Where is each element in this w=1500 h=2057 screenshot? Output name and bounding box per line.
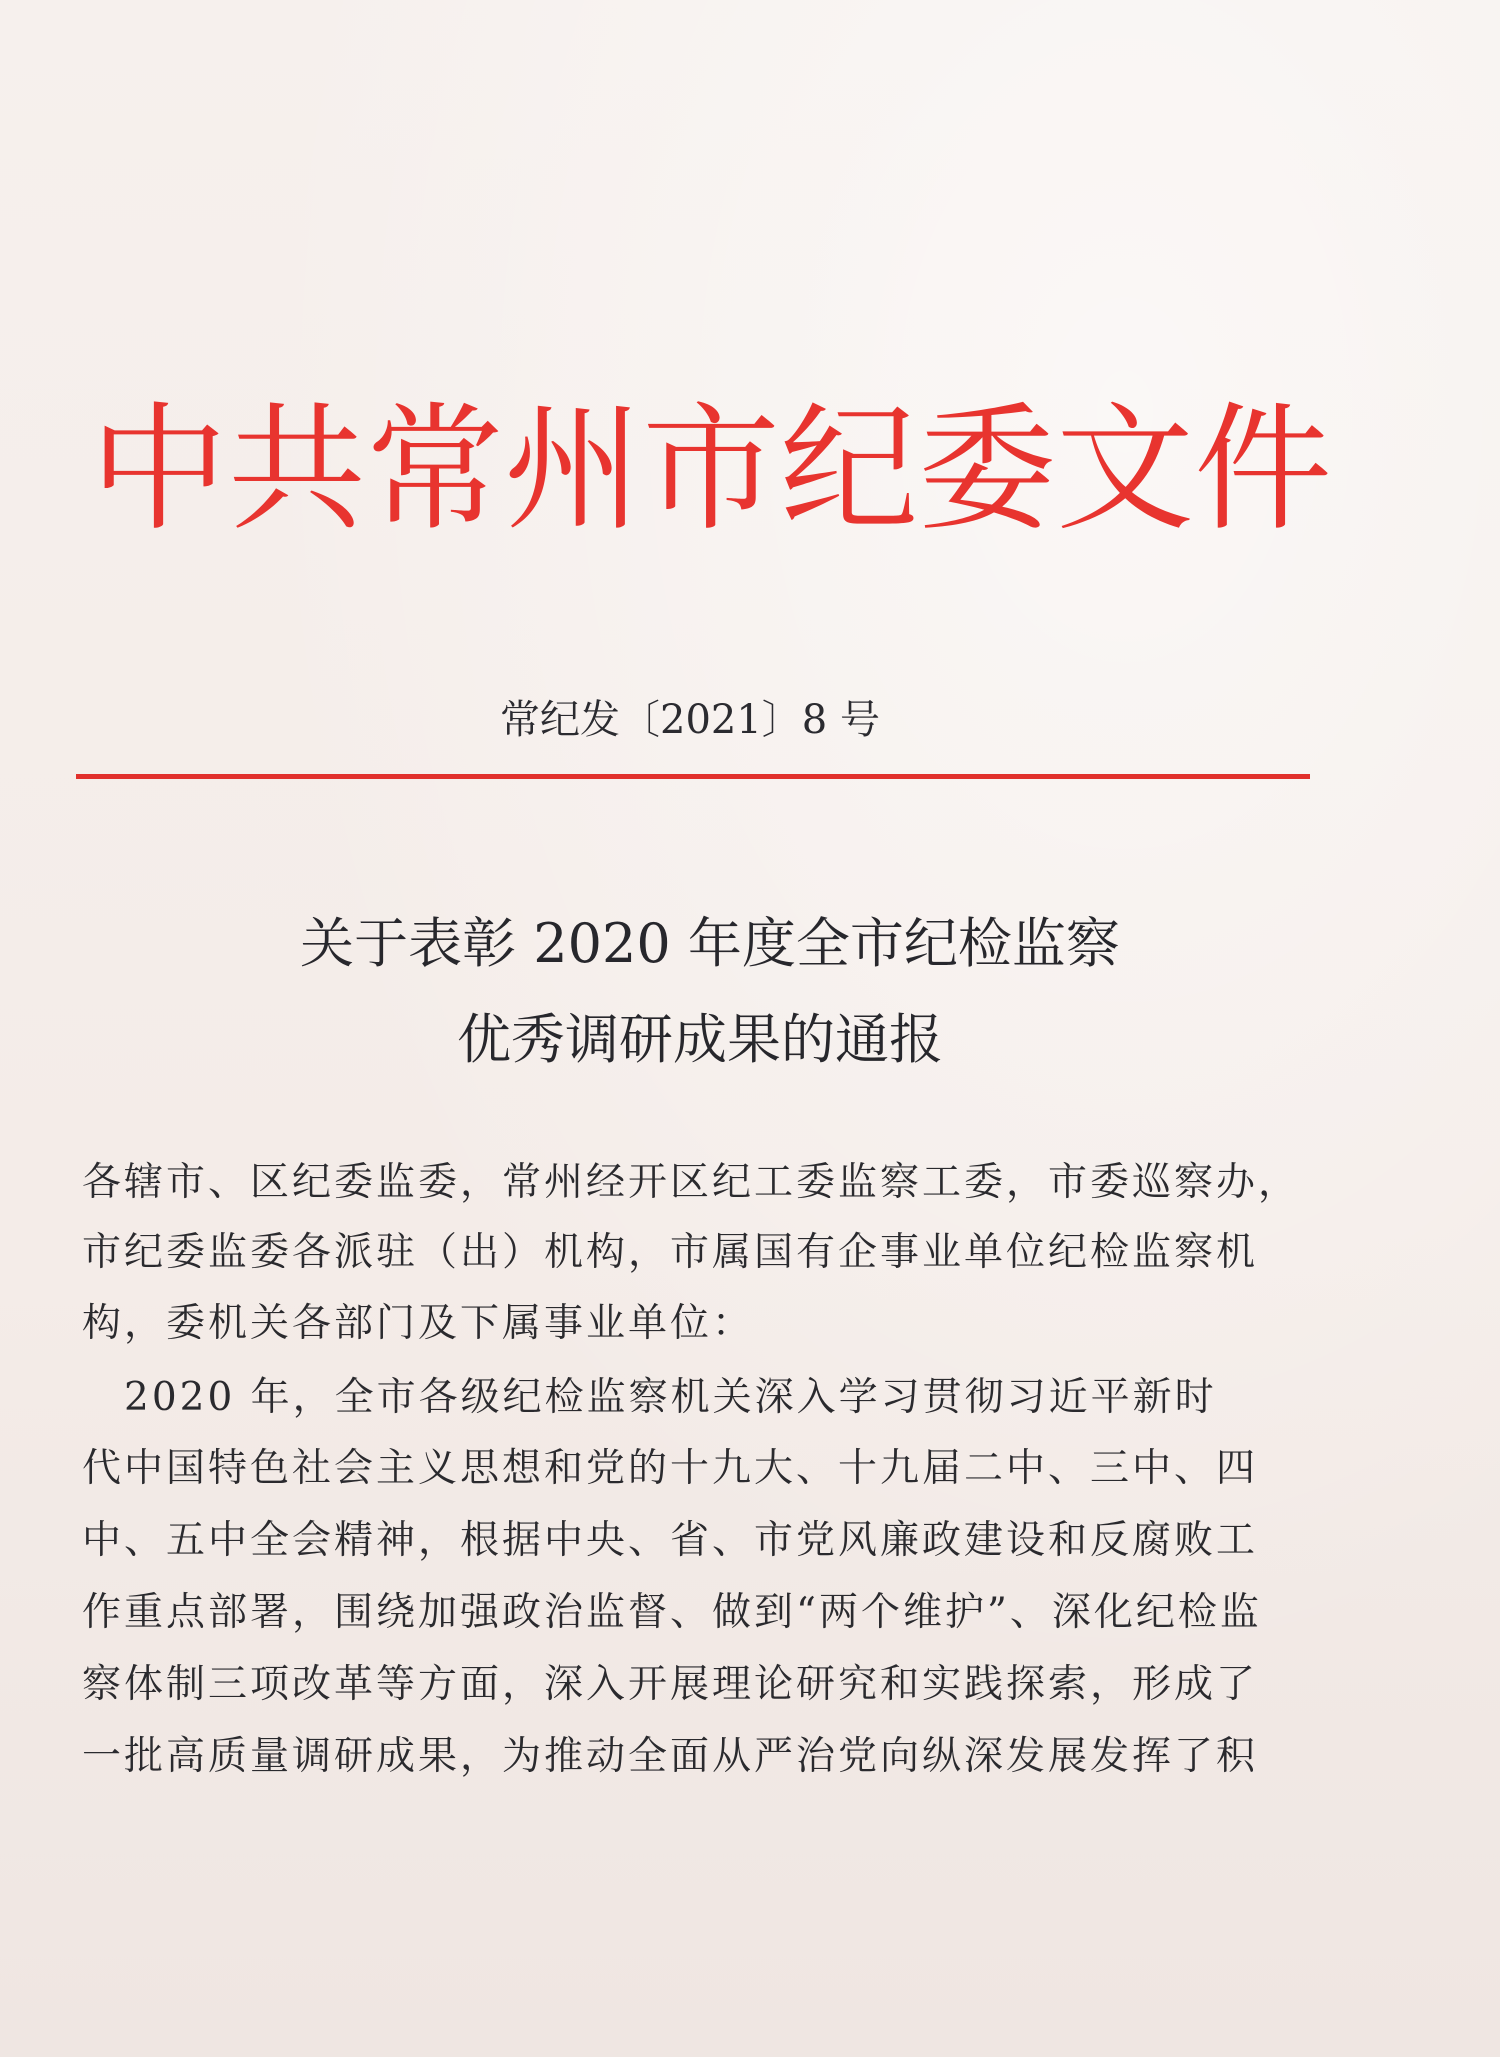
notice-title-line-1: 关于表彰 2020 年度全市纪检监察	[300, 912, 1120, 975]
body-line: 作重点部署，围绕加强政治监督、做到“两个维护”、深化纪检监	[82, 1590, 1262, 1635]
red-divider-line	[76, 774, 1310, 779]
body-line: 一批高质量调研成果，为推动全面从严治党向纵深发展发挥了积	[82, 1734, 1259, 1779]
body-line: 代中国特色社会主义思想和党的十九大、十九届二中、三中、四	[82, 1446, 1259, 1491]
body-line: 2020 年，全市各级纪检监察机关深入学习贯彻习近平新时	[82, 1375, 1217, 1420]
document-header-title: 中共常州市纪委文件	[90, 389, 1333, 550]
body-line: 各辖市、区纪委监委，常州经开区纪工委监察工委，市委巡察办，	[82, 1160, 1301, 1205]
document-number: 常纪发〔2021〕8 号	[500, 697, 880, 743]
body-line: 市纪委监委各派驻（出）机构，市属国有企事业单位纪检监察机	[82, 1230, 1259, 1275]
body-line: 构，委机关各部门及下属事业单位：	[82, 1301, 755, 1346]
body-line: 中、五中全会精神，根据中央、省、市党风廉政建设和反腐败工	[82, 1518, 1259, 1563]
body-line: 察体制三项改革等方面，深入开展理论研究和实践探索，形成了	[82, 1662, 1259, 1707]
notice-title-line-2: 优秀调研成果的通报	[457, 1008, 943, 1071]
